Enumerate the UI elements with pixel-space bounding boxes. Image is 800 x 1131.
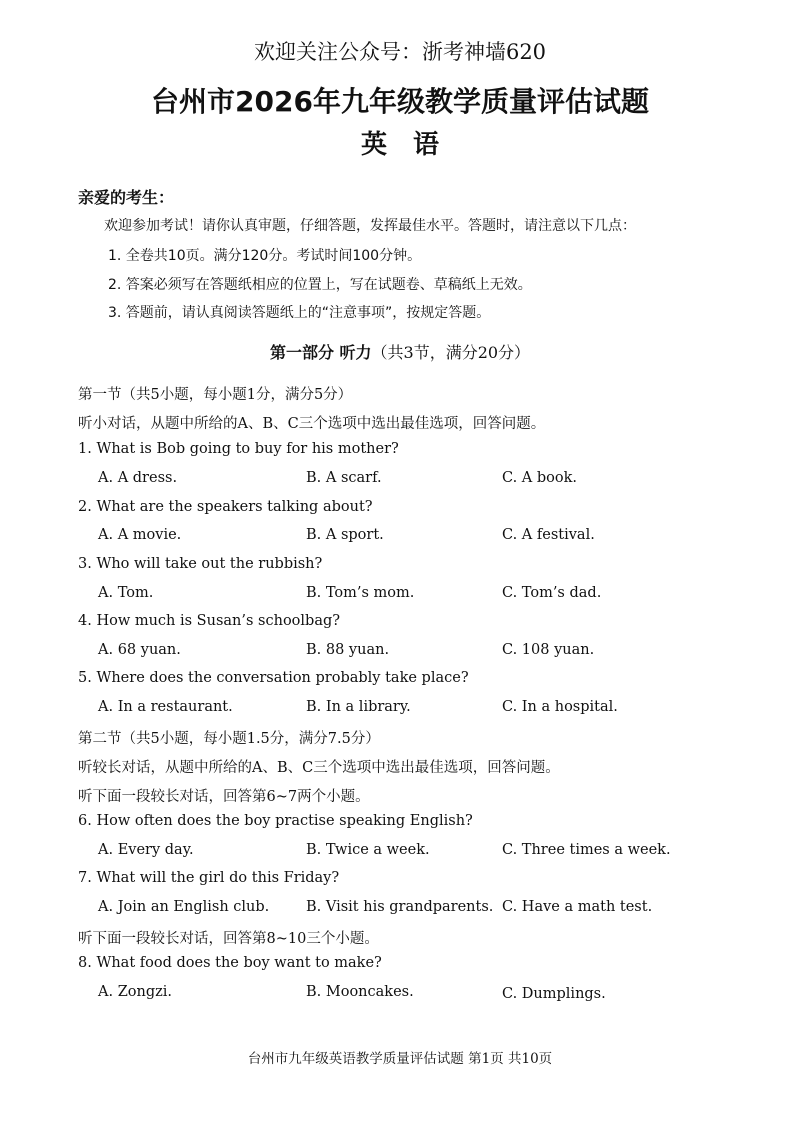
option-a: A. A movie. xyxy=(98,527,182,543)
question-text: 6. How often does the boy practise speaking English? xyxy=(78,813,473,829)
page-footer: 台州市九年级英语教学质量评估试题 第1页 共10页 xyxy=(247,1051,553,1067)
option-a: A. 68 yuan. xyxy=(98,642,181,658)
greeting: 亲爱的考生： xyxy=(78,188,175,207)
notice-intro: 欢迎参加考试！请你认真审题，仔细答题，发挥最佳水平。答题时，请注意以下几点： xyxy=(104,218,636,234)
option-a: A. Every day. xyxy=(98,842,194,858)
group-instruction: 听下面一段较长对话，回答第8~10三个小题。 xyxy=(78,931,379,947)
question-text: 2. What are the speakers talking about? xyxy=(78,499,373,515)
option-a: A. Zongzi. xyxy=(98,984,173,1000)
option-b: B. Visit his grandparents. xyxy=(306,899,494,915)
option-b: B. In a library. xyxy=(306,699,411,715)
option-a: A. A dress. xyxy=(98,470,178,486)
option-c: C. Tom’s dad. xyxy=(502,585,602,601)
question-text: 3. Who will take out the rubbish? xyxy=(78,556,323,572)
exam-title: 台州市2026年九年级教学质量评估试题 xyxy=(151,85,649,118)
option-c: C. Three times a week. xyxy=(502,842,671,858)
option-c: C. 108 yuan. xyxy=(502,642,595,658)
option-b: B. A scarf. xyxy=(306,470,382,486)
section-header: 第二节（共5小题，每小题1.5分，满分7.5分） xyxy=(78,731,380,747)
section-instruction: 听较长对话，从题中所给的A、B、C三个选项中选出最佳选项，回答问题。 xyxy=(78,760,560,776)
notice-item: 2. 答案必须写在答题纸相应的位置上，写在试题卷、草稿纸上无效。 xyxy=(108,277,532,293)
option-b: B. Twice a week. xyxy=(306,842,430,858)
option-c: C. Dumplings. xyxy=(502,986,606,1002)
group-instruction: 听下面一段较长对话，回答第6~7两个小题。 xyxy=(78,789,370,805)
section-instruction: 听小对话，从题中所给的A、B、C三个选项中选出最佳选项，回答问题。 xyxy=(78,416,546,432)
part-title-main: 第一部分 听力 xyxy=(269,343,372,362)
option-b: B. Mooncakes. xyxy=(306,984,414,1000)
question-text: 7. What will the girl do this Friday? xyxy=(78,870,340,886)
subject-title: 英语 xyxy=(360,130,465,160)
watermark-text: 欢迎关注公众号：浙考神墙620 xyxy=(253,40,547,64)
option-c: C. Have a math test. xyxy=(502,899,653,915)
option-c: C. A book. xyxy=(502,470,578,486)
question-text: 1. What is Bob going to buy for his mother? xyxy=(78,441,399,457)
part-title-note: （共3节，满分20分） xyxy=(371,343,531,362)
notice-item: 1. 全卷共10页。满分120分。考试时间100分钟。 xyxy=(108,248,422,264)
option-b: B. 88 yuan. xyxy=(306,642,390,658)
question-text: 4. How much is Susan’s schoolbag? xyxy=(78,613,341,629)
option-c: C. In a hospital. xyxy=(502,699,618,715)
option-a: A. In a restaurant. xyxy=(98,699,233,715)
question-text: 8. What food does the boy want to make? xyxy=(78,955,382,971)
option-b: B. Tom’s mom. xyxy=(306,585,415,601)
notice-item: 3. 答题前，请认真阅读答题纸上的“注意事项”，按规定答题。 xyxy=(108,305,491,321)
option-c: C. A festival. xyxy=(502,527,595,543)
part-title xyxy=(0,340,800,363)
question-text: 5. Where does the conversation probably take place? xyxy=(78,670,469,686)
option-a: A. Tom. xyxy=(98,585,154,601)
option-a: A. Join an English club. xyxy=(98,899,270,915)
section-header: 第一节（共5小题，每小题1分，满分5分） xyxy=(78,387,353,403)
option-b: B. A sport. xyxy=(306,527,384,543)
